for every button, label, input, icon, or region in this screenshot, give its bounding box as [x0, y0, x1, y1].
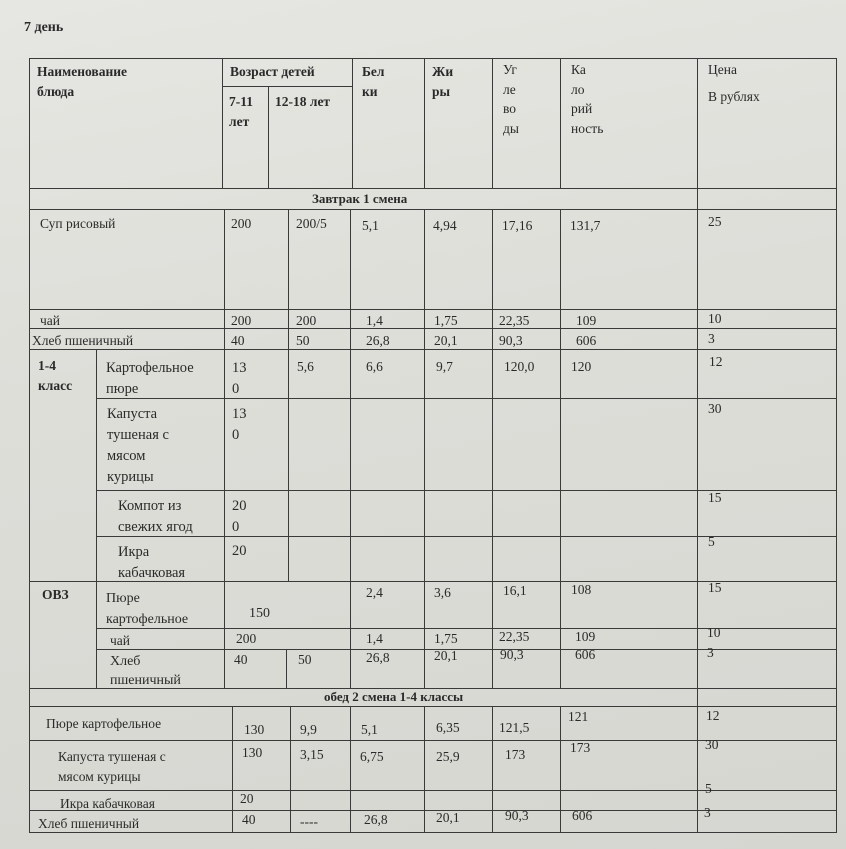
cell-fats: 1,75 — [434, 313, 458, 328]
cell-price: 10 — [708, 311, 722, 326]
rule — [222, 86, 352, 87]
cell-fats: 1,75 — [434, 631, 458, 646]
rule — [424, 58, 425, 188]
cell-age-12-18: 200/5 — [296, 216, 327, 231]
cell-price: 3 — [707, 645, 714, 660]
rule — [29, 349, 837, 350]
rule — [96, 628, 837, 629]
cell-calories: 606 — [576, 333, 597, 348]
cell-carbs: 120,0 — [504, 359, 535, 374]
header-age-12-18: 12-18 лет — [275, 94, 331, 109]
cell-price: 5 — [705, 781, 712, 796]
cell-carbs: 17,16 — [502, 218, 533, 233]
cell-proteins: 5,1 — [362, 218, 379, 233]
rule — [96, 536, 837, 537]
cell-proteins: 6,6 — [366, 359, 383, 374]
header-price-unit: В рублях — [708, 89, 760, 104]
cell-fats: 3,6 — [434, 585, 451, 600]
dish-name: Капуста тушеная с мясом курицы — [58, 749, 166, 784]
cell-fats: 6,35 — [436, 720, 460, 735]
cell-carbs: 90,3 — [499, 333, 523, 348]
cell-price: 15 — [708, 580, 722, 595]
dish-name: Икра кабачковая — [60, 796, 155, 811]
dish-name: Пюре картофельное — [46, 716, 162, 731]
cell-price: 12 — [706, 708, 720, 723]
dish-name: чай — [40, 313, 61, 328]
header-age-7-11: 7-11 лет — [229, 94, 254, 129]
cell-age-7-11: 13 0 — [232, 406, 247, 443]
cell-carbs: 22,35 — [499, 313, 530, 328]
cell-price: 12 — [709, 354, 723, 369]
cell-price: 15 — [708, 490, 722, 505]
rule — [29, 58, 837, 59]
dish-name: чай — [110, 633, 131, 648]
cell-price: 3 — [708, 331, 715, 346]
cell-age-12-18: 9,9 — [300, 722, 317, 737]
rule — [288, 209, 289, 581]
cell-age-7-11: 200 — [236, 631, 257, 646]
cell-price: 5 — [708, 534, 715, 549]
dish-name: Компот из свежих ягод — [118, 498, 193, 535]
cell-age-7-11: 200 — [231, 216, 252, 231]
dish-name: Хлеб пшеничный — [110, 654, 181, 688]
cell-carbs: 22,35 — [499, 629, 530, 644]
rule — [350, 209, 351, 688]
rule — [286, 649, 287, 688]
rule — [232, 706, 233, 832]
dish-name: Хлеб пшеничный — [38, 816, 140, 831]
cell-calories: 120 — [571, 359, 592, 374]
rule — [697, 58, 698, 832]
rule — [560, 58, 561, 188]
cell-age-12-18: 5,6 — [297, 359, 314, 374]
rule — [224, 209, 225, 688]
cell-calories: 108 — [571, 582, 592, 597]
dish-name: Картофельное пюре — [106, 360, 194, 397]
cell-calories: 606 — [572, 808, 593, 823]
rule — [290, 706, 291, 832]
header-carbs: Уг ле во ды — [503, 62, 519, 136]
cell-calories: 173 — [570, 740, 591, 755]
dish-name: Хлеб пшеничный — [32, 333, 134, 348]
rule — [29, 188, 837, 189]
cell-price: 30 — [705, 737, 719, 752]
rule — [492, 706, 493, 832]
cell-age-7-11: 20 0 — [232, 498, 247, 535]
cell-age-7-11: 130 — [242, 745, 263, 760]
rule — [560, 706, 561, 832]
cell-proteins: 2,4 — [366, 585, 383, 600]
section-breakfast: Завтрак 1 смена — [312, 191, 408, 206]
cell-proteins: 26,8 — [366, 650, 390, 665]
group-label-ovz: ОВЗ — [42, 587, 69, 602]
cell-price: 25 — [708, 214, 722, 229]
dish-name: Капуста тушеная с мясом курицы — [107, 406, 169, 485]
rule — [836, 58, 837, 832]
cell-age-12-18: 200 — [296, 313, 317, 328]
cell-fats: 4,94 — [433, 218, 457, 233]
cell-age-7-11: 13 0 — [232, 360, 247, 397]
header-name: Наименование блюда — [37, 64, 127, 99]
rule — [350, 706, 351, 832]
cell-age-7-11: 40 — [242, 812, 256, 827]
rule — [96, 490, 837, 491]
cell-age-7-11: 40 — [234, 652, 248, 667]
cell-carbs: 90,3 — [505, 808, 529, 823]
header-fats: Жи ры — [432, 64, 454, 99]
cell-proteins: 26,8 — [366, 333, 390, 348]
rule — [424, 706, 425, 832]
rule — [560, 209, 561, 688]
rule — [96, 649, 837, 650]
rule — [29, 58, 30, 832]
dish-name: Икра кабачковая — [118, 544, 186, 581]
header-age: Возраст детей — [230, 64, 315, 79]
rule — [29, 790, 837, 791]
cell-fats: 20,1 — [436, 810, 460, 825]
cell-age-7-11: 130 — [244, 722, 265, 737]
cell-proteins: 26,8 — [364, 812, 388, 827]
group-label-1-4: 1-4 класс — [38, 358, 73, 393]
cell-proteins: 1,4 — [366, 313, 383, 328]
cell-carbs: 173 — [505, 747, 526, 762]
cell-calories: 109 — [576, 313, 597, 328]
rule — [268, 86, 269, 188]
cell-price: 10 — [707, 625, 721, 640]
header-proteins: Бел ки — [362, 64, 385, 99]
cell-age-7-11: 200 — [231, 313, 252, 328]
dish-name: Пюре картофельное — [106, 591, 189, 627]
rule — [352, 58, 353, 188]
header-calories: Ка ло рий ность — [571, 62, 604, 136]
rule — [29, 832, 837, 833]
rule — [492, 209, 493, 688]
cell-fats: 20,1 — [434, 648, 458, 663]
cell-age-7-11: 150 — [249, 606, 270, 621]
rule — [424, 209, 425, 688]
cell-price: 3 — [704, 805, 711, 820]
cell-carbs: 121,5 — [499, 720, 530, 735]
cell-carbs: 16,1 — [503, 583, 527, 598]
cell-fats: 25,9 — [436, 749, 460, 764]
cell-calories: 606 — [575, 647, 596, 662]
rule — [222, 58, 223, 188]
cell-carbs: 90,3 — [500, 647, 524, 662]
cell-proteins: 6,75 — [360, 749, 384, 764]
cell-age-7-11: 20 — [232, 543, 247, 559]
cell-calories: 121 — [568, 709, 589, 724]
cell-fats: 9,7 — [436, 359, 453, 374]
section-lunch: обед 2 смена 1-4 классы — [324, 689, 464, 704]
cell-age-12-18: 50 — [296, 333, 310, 348]
day-title: 7 день — [24, 20, 64, 35]
cell-age-7-11: 40 — [231, 333, 245, 348]
cell-calories: 109 — [575, 629, 596, 644]
cell-proteins: 5,1 — [361, 722, 378, 737]
rule — [96, 349, 97, 688]
rule — [96, 398, 837, 399]
cell-price: 30 — [708, 401, 722, 416]
cell-fats: 20,1 — [434, 333, 458, 348]
rule — [492, 58, 493, 188]
cell-age-12-18: 50 — [298, 652, 312, 667]
header-price: Цена — [708, 62, 737, 77]
cell-age-7-11: 20 — [240, 791, 254, 806]
cell-age-12-18: 3,15 — [300, 747, 324, 762]
cell-calories: 131,7 — [570, 218, 601, 233]
rule — [29, 209, 837, 210]
dish-name: Суп рисовый — [40, 216, 116, 231]
cell-age-12-18: ---- — [300, 814, 318, 829]
cell-proteins: 1,4 — [366, 631, 383, 646]
